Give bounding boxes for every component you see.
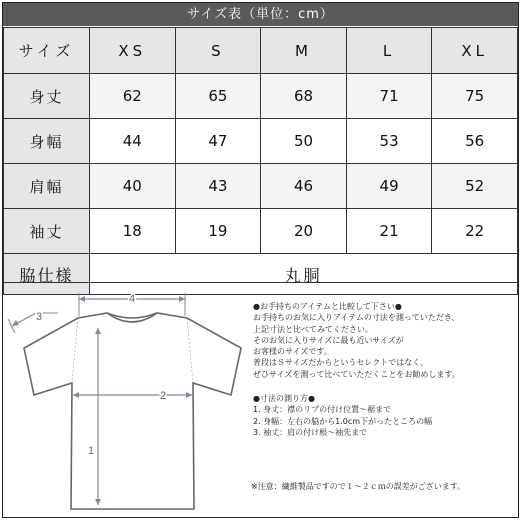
notes-method-line: 1. 身丈：襟のリブの付け位置～裾まで (253, 405, 392, 415)
body-style-value: 丸胴 (90, 254, 518, 295)
measure-label-1: 1 (87, 445, 95, 457)
measure-label-4: 4 (128, 293, 136, 305)
notes-method-line: 2. 身幅：左右の脇から1.0cm下がったところの幅 (253, 416, 433, 426)
row-label-length: 身丈 (4, 74, 90, 119)
size-header-label: サイズ (4, 28, 90, 74)
row-label-sleeve: 袖丈 (4, 209, 90, 254)
size-col-xs: XS (90, 28, 176, 74)
table-cell: 65 (175, 74, 261, 119)
measurement-notes (253, 301, 521, 438)
notes-method-heading: ●寸法の測り方● (253, 394, 315, 404)
measure-arrow-4-right (179, 296, 185, 302)
notes-method-line: 3. 袖丈：肩の付け根～袖先まで (253, 427, 368, 437)
tshirt-diagram-svg (3, 283, 248, 518)
measure-label-3: 3 (35, 311, 43, 323)
tshirt-outline (24, 313, 241, 509)
size-chart-title: サイズ表（単位：cm） (3, 3, 518, 26)
measure-line-3-cap (8, 319, 15, 333)
table-cell: 20 (261, 209, 347, 254)
table-cell: 56 (432, 119, 518, 164)
table-cell: 49 (346, 164, 432, 209)
notes-intro-line: そのお気に入りサイズに最も近いサイズが (253, 335, 404, 345)
table-cell: 46 (261, 164, 347, 209)
size-col-s: S (175, 28, 261, 74)
table-row (4, 119, 518, 164)
table-cell: 50 (261, 119, 347, 164)
table-cell: 71 (346, 74, 432, 119)
table-cell: 52 (432, 164, 518, 209)
measurement-section (3, 282, 518, 518)
table-cell: 44 (90, 119, 176, 164)
table-cell: 21 (346, 209, 432, 254)
size-col-xl: XL (432, 28, 518, 74)
table-cell: 19 (175, 209, 261, 254)
table-cell: 62 (90, 74, 176, 119)
notes-intro-heading: ●お手持ちのアイテムと比較して下さい● (253, 302, 402, 311)
table-cell: 47 (175, 119, 261, 164)
table-cell: 40 (90, 164, 176, 209)
table-cell: 18 (90, 209, 176, 254)
size-col-l: L (346, 28, 432, 74)
measure-label-2: 2 (159, 390, 167, 402)
table-row (4, 74, 518, 119)
table-cell: 53 (346, 119, 432, 164)
body-style-label: 脇仕様 (4, 254, 90, 295)
table-row (4, 209, 518, 254)
row-label-width: 身幅 (4, 119, 90, 164)
notes-intro-line: 上記寸法と比べてみてください。 (253, 324, 373, 334)
notes-intro-line: お手持ちのお気に入りアイテムの寸法を測っていただき、 (253, 313, 460, 323)
table-cell: 43 (175, 164, 261, 209)
table-row (4, 164, 518, 209)
table-cell: 75 (432, 74, 518, 119)
notes-footer: ※注意：繊維製品ですので１～２ｃｍの誤差がございます。 (251, 482, 466, 491)
row-label-shoulder: 肩幅 (4, 164, 90, 209)
table-cell: 22 (432, 209, 518, 254)
tshirt-measure-diagram (3, 283, 248, 518)
notes-intro-line: ぜひサイズを測って比べていただくことをお勧めします。 (253, 369, 460, 379)
table-cell: 68 (261, 74, 347, 119)
size-col-m: M (261, 28, 347, 74)
notes-intro-line: お客様のサイズです。 (253, 347, 332, 357)
notes-intro-line: 普段はＳサイズだからというセレクトではなく、 (253, 358, 429, 368)
size-header-row (4, 28, 518, 74)
size-table (3, 27, 518, 295)
measure-arrow-4-left (79, 296, 85, 302)
